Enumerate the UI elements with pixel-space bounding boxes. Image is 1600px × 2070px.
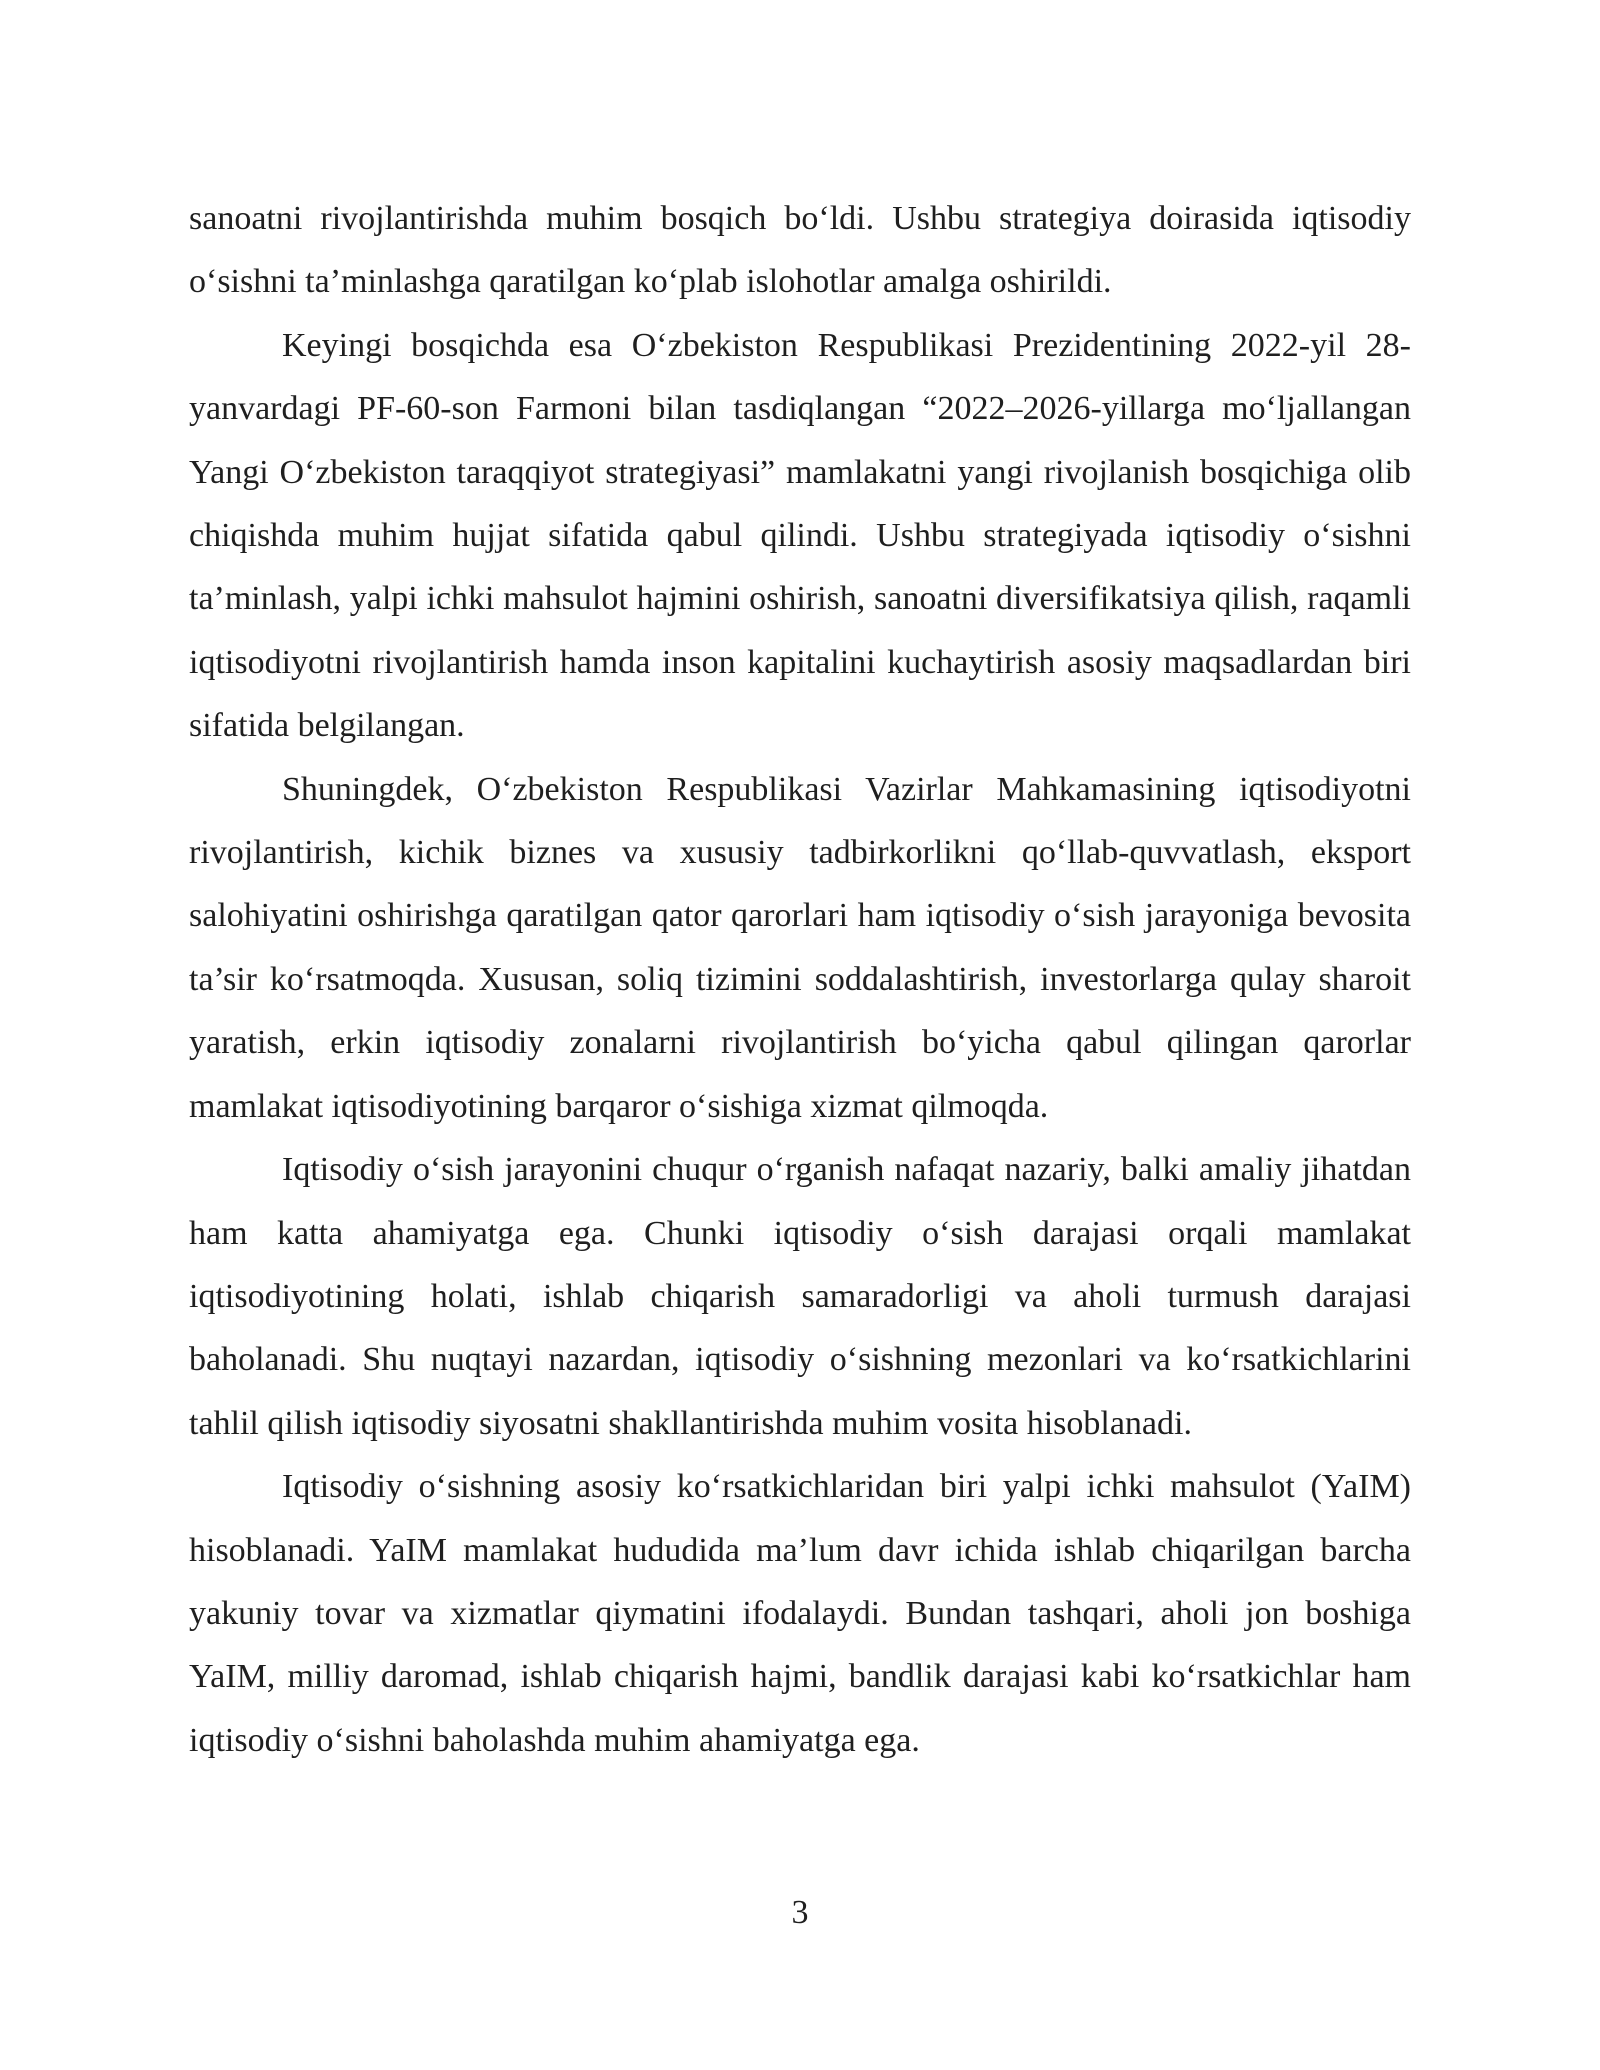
- paragraph-continuation: sanoatni rivojlantirishda muhim bosqich bo‘ldi. Ushbu strategiya doirasida iqtisodiy o‘sishni ta’minlashga qaratilgan ko‘plab islohotlar amalga oshirildi.: [189, 200, 1411, 301]
- paragraph-cabinet-decisions: Shuningdek, O‘zbekiston Respublikasi Vazirlar Mahkamasining iqtisodiyotni rivojlantirish, kichik biznes va xususiy tadbirkorlikni qo‘llab-quvvatlash, eksport salohiyatini oshirishga qaratilgan qator qarorlari ham iqtisodiy o‘sish jarayoniga bevosita ta’sir ko‘rsatmoqda. Xususan, soliq tizimini soddalashtirish, investorlarga qulay sharoit yaratish, erkin iqtisodiy zonalarni rivojlantirish bo‘yicha qabul qilingan qarorlar mamlakat iqtisodiyotining barqaror o‘sishiga xizmat qilmoqda.: [189, 770, 1411, 1125]
- paragraph-growth-importance: Iqtisodiy o‘sish jarayonini chuqur o‘rganish nafaqat nazariy, balki amaliy jihatdan ham katta ahamiyatga ega. Chunki iqtisodiy o‘sish darajasi orqali mamlakat iqtisodiyotining holati, ishlab chiqarish samaradorligi va aholi turmush darajasi baholanadi. Shu nuqtayi nazardan, iqtisodiy o‘sishning mezonlari va ko‘rsatkichlarini tahlil qilish iqtisodiy siyosatni shakllantirishda muhim vosita hisoblanadi.: [189, 1151, 1411, 1442]
- paragraph-strategy-2022-2026: Keyingi bosqichda esa O‘zbekiston Respublikasi Prezidentining 2022-yil 28-yanvardagi PF-60-son Farmoni bilan tasdiqlangan “2022–2026-yillarga mo‘ljallangan Yangi O‘zbekiston taraqqiyot strategiyasi” mamlakatni yangi rivojlanish bosqichiga olib chiqishda muhim hujjat sifatida qabul qilindi. Ushbu strategiyada iqtisodiy o‘sishni ta’minlash, yalpi ichki mahsulot hajmini oshirish, sanoatni diversifikatsiya qilish, raqamli iqtisodiyotni rivojlantirish hamda inson kapitalini kuchaytirish asosiy maqsadlardan biri sifatida belgilangan.: [189, 326, 1411, 745]
- document-body: [189, 187, 1411, 1772]
- paragraph-gdp-indicators: Iqtisodiy o‘sishning asosiy ko‘rsatkichlaridan biri yalpi ichki mahsulot (YaIM) hisoblanadi. YaIM mamlakat hududida ma’lum davr ichida ishlab chiqarilgan barcha yakuniy tovar va xizmatlar qiymatini ifodalaydi. Bundan tashqari, aholi jon boshiga YaIM, milliy daromad, ishlab chiqarish hajmi, bandlik darajasi kabi ko‘rsatkichlar ham iqtisodiy o‘sishni baholashda muhim ahamiyatga ega.: [189, 1468, 1411, 1759]
- page-number: 3: [791, 1894, 809, 1931]
